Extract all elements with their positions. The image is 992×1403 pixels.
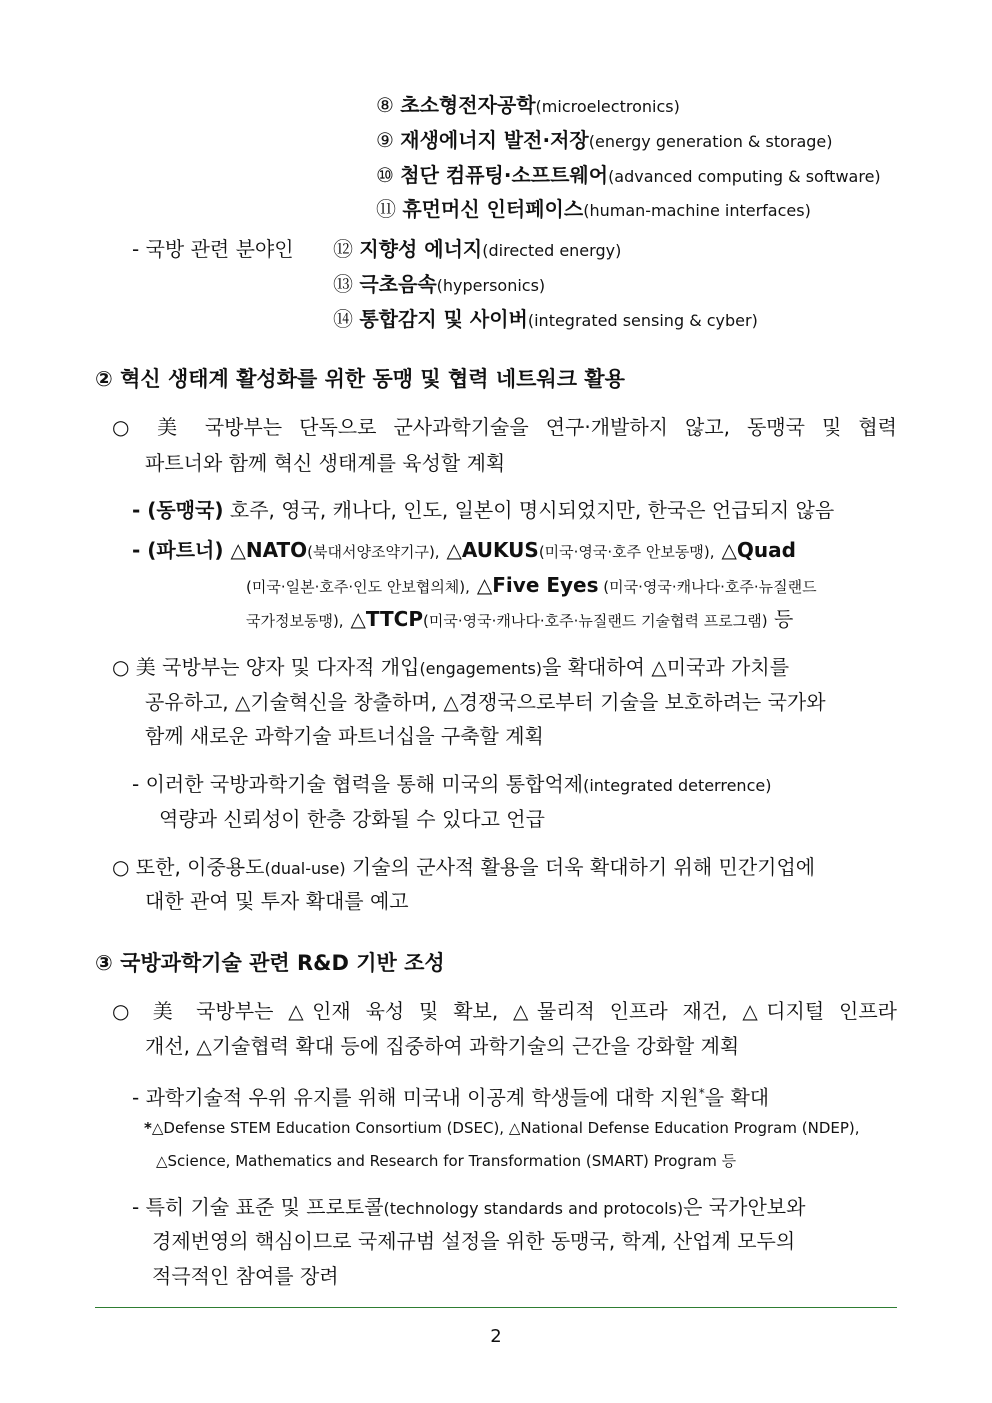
field-item-8: ⑧ 초소형전자공학(microelectronics) [376,93,680,117]
partners-line-3: 국가정보동맹), △TTCP(미국·영국·캐나다·호주·뉴질랜드 기술협력 프로그램) 등 [246,607,794,631]
section-heading-2: ② 혁신 생태계 활성화를 위한 동맹 및 협력 네트워크 활용 [95,367,625,391]
page-number: 2 [490,1326,502,1347]
partners-line-2: (미국·일본·호주·인도 안보협의체), △Five Eyes (미국·영국·캐나다·호주·뉴질랜드 [246,573,817,597]
partners-line-1: - (파트너) △NATO(북대서양조약기구), △AUKUS(미국·영국·호주 안보동맹), △Quad [132,538,796,562]
paragraph-line: - 이러한 국방과학기술 협력을 통해 미국의 통합억제(integrated deterrence) [132,772,772,796]
paragraph-line: 대한 관여 및 투자 확대를 예고 [145,889,409,913]
paragraph-line: ○ 또한, 이중용도(dual-use) 기술의 군사적 활용을 더욱 확대하기 위해 민간기업에 [112,855,816,879]
paragraph-line: ○ 美 국방부는 양자 및 다자적 개입(engagements)을 확대하여 △미국과 가치를 [112,655,790,679]
field-item-10: ⑩ 첨단 컴퓨팅·소프트웨어(advanced computing & software) [376,163,881,187]
paragraph-line: 함께 새로운 과학기술 파트너십을 구축할 계획 [145,724,544,748]
paragraph-line: 적극적인 참여를 장려 [152,1264,339,1288]
paragraph-line: 파트너와 함께 혁신 생태계를 육성할 계획 [145,451,506,475]
section-heading-3: ③ 국방과학기술 관련 R&D 기반 조성 [95,951,445,975]
paragraph-line: 공유하고, △기술혁신을 창출하며, △경쟁국으로부터 기술을 보호하려는 국가와 [145,690,826,714]
paragraph-line: 개선, △기술협력 확대 등에 집중하여 과학기술의 근간을 강화할 계획 [145,1034,740,1058]
paragraph-line: 역량과 신뢰성이 한층 강화될 수 있다고 언급 [159,807,545,831]
field-item-13: ⑬ 극초음속(hypersonics) [333,272,546,296]
allies-line: - (동맹국) 호주, 영국, 캐나다, 인도, 일본이 명시되었지만, 한국은 언급되지 않음 [132,498,835,522]
footnote-line-1: *△Defense STEM Education Consortium (DSEC), △National Defense Education Program (NDEP), [144,1119,860,1137]
paragraph-line: - 과학기술적 우위 유지를 위해 미국내 이공계 학생들에 대학 지원*을 확대 [132,1085,770,1110]
field-item-9: ⑨ 재생에너지 발전·저장(energy generation & storage) [376,128,833,152]
footnote-line-2: △Science, Mathematics and Research for Transformation (SMART) Program 등 [156,1152,737,1170]
paragraph-line: ○ 美 국방부는 단독으로 군사과학기술을 연구·개발하지 않고, 동맹국 및 협력 [112,415,897,439]
paragraph-line: 경제번영의 핵심이므로 국제규범 설정을 위한 동맹국, 학계, 산업계 모두의 [152,1229,796,1253]
field-item-14: ⑭ 통합감지 및 사이버(integrated sensing & cyber) [333,307,758,331]
field-item-11: ⑪ 휴먼머신 인터페이스(human-machine interfaces) [376,197,811,221]
paragraph-line: ○ 美 국방부는 △인재 육성 및 확보, △물리적 인프라 재건, △디지털 인프라 [112,999,897,1023]
paragraph-line: - 특히 기술 표준 및 프로토콜(technology standards and protocols)은 국가안보와 [132,1195,806,1219]
field-item-12: ⑫ 지향성 에너지(directed energy) [333,237,622,261]
footer-divider [95,1307,897,1308]
defense-fields-label: - 국방 관련 분야인 [132,237,294,261]
